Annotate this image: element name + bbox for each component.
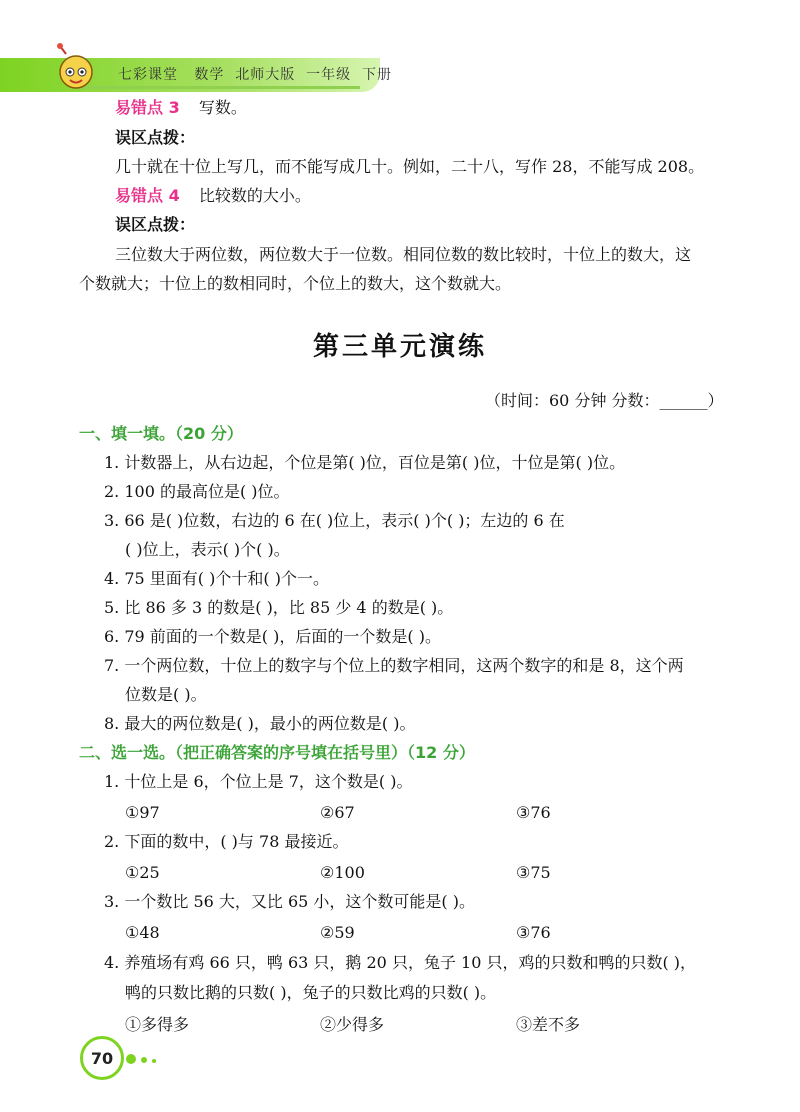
s2-q2-opt-1: ①25 (125, 863, 160, 882)
s2-q4-line-2: 鸭的只数比鹅的只数( )，兔子的只数比鸡的只数( )。 (125, 983, 497, 1002)
s2-q4-opt-3: ③差不多 (516, 1015, 581, 1034)
s1-q3-line-1: 3. 66 是( )位数，右边的 6 在( )位上，表示( )个( )；左边的 6 在 (104, 511, 565, 530)
s2-q1-opt-2: ②67 (320, 803, 355, 822)
time-score-info: （时间：60 分钟 分数：______） (485, 391, 724, 410)
s1-q7-line-2: 位数是( )。 (125, 685, 207, 704)
error-point-4-label: 易错点 4 (115, 186, 180, 205)
error-point-3-label: 易错点 3 (115, 98, 180, 117)
mascot-icon (48, 42, 104, 98)
s2-q3-opt-3: ③76 (516, 923, 551, 942)
error-point-4-title: 比较数的大小。 (198, 186, 311, 205)
hint-text-4-line-2: 个数就大；十位上的数相同时，个位上的数大，这个数就大。 (79, 274, 512, 293)
hint-label-4: 误区点拨： (115, 215, 196, 234)
s2-q3-opt-1: ①48 (125, 923, 160, 942)
s2-q4-line-1: 4. 养殖场有鸡 66 只，鸭 63 只，鹅 20 只，兔子 10 只，鸡的只数和鸭的只数( )， (104, 953, 697, 972)
section-1-heading: 一、填一填。（20 分） (79, 424, 243, 443)
hint-text-4-line-1: 三位数大于两位数，两位数大于一位数。相同位数的数比较时，十位上的数大，这 (115, 245, 692, 264)
s1-q6: 6. 79 前面的一个数是( )，后面的一个数是( )。 (104, 627, 441, 646)
s1-q7-line-1: 7. 一个两位数，十位上的数字与个位上的数字相同，这两个数字的和是 8，这个两 (104, 656, 684, 675)
error-point-3-title: 写数。 (198, 98, 247, 117)
error-point-3 (115, 96, 247, 120)
s1-q5: 5. 比 86 多 3 的数是( )，比 85 少 4 的数是( )。 (104, 598, 454, 617)
decor-dot-medium (141, 1057, 147, 1063)
decor-dot-small (152, 1059, 156, 1063)
s1-q2: 2. 100 的最高位是( )位。 (104, 482, 290, 501)
page-number: 70 (80, 1036, 124, 1080)
decor-dot-large (126, 1054, 136, 1064)
s1-q8: 8. 最大的两位数是( )，最小的两位数是( )。 (104, 714, 416, 733)
s2-q1-opt-3: ③76 (516, 803, 551, 822)
section-2-heading: 二、选一选。（把正确答案的序号填在括号里）（12 分） (79, 743, 475, 762)
hint-text-3: 几十就在十位上写几，而不能写成几十。例如，二十八，写作 28，不能写成 208。 (115, 157, 705, 176)
error-point-4 (115, 184, 311, 208)
s2-q4-opt-1: ①多得多 (125, 1015, 190, 1034)
unit-title: 第三单元演练 (312, 332, 487, 362)
s2-q2: 2. 下面的数中，( )与 78 最接近。 (104, 832, 349, 851)
header-title: 七彩课堂 数学 北师大版 一年级 下册 (118, 67, 393, 83)
s2-q3: 3. 一个数比 56 大，又比 65 小，这个数可能是( )。 (104, 892, 475, 911)
s1-q4: 4. 75 里面有( )个十和( )个一。 (104, 569, 329, 588)
s1-q3-line-2: ( )位上，表示( )个( )。 (125, 540, 290, 559)
header-underline (70, 86, 360, 89)
s2-q2-opt-3: ③75 (516, 863, 551, 882)
s2-q1-opt-1: ①97 (125, 803, 160, 822)
s2-q1: 1. 十位上是 6，个位上是 7，这个数是( )。 (104, 772, 413, 791)
s1-q1: 1. 计数器上，从右边起，个位是第( )位，百位是第( )位，十位是第( )位。 (104, 453, 626, 472)
s2-q3-opt-2: ②59 (320, 923, 355, 942)
s2-q4-opt-2: ②少得多 (320, 1015, 385, 1034)
s2-q2-opt-2: ②100 (320, 863, 365, 882)
hint-label-3: 误区点拨： (115, 128, 196, 147)
